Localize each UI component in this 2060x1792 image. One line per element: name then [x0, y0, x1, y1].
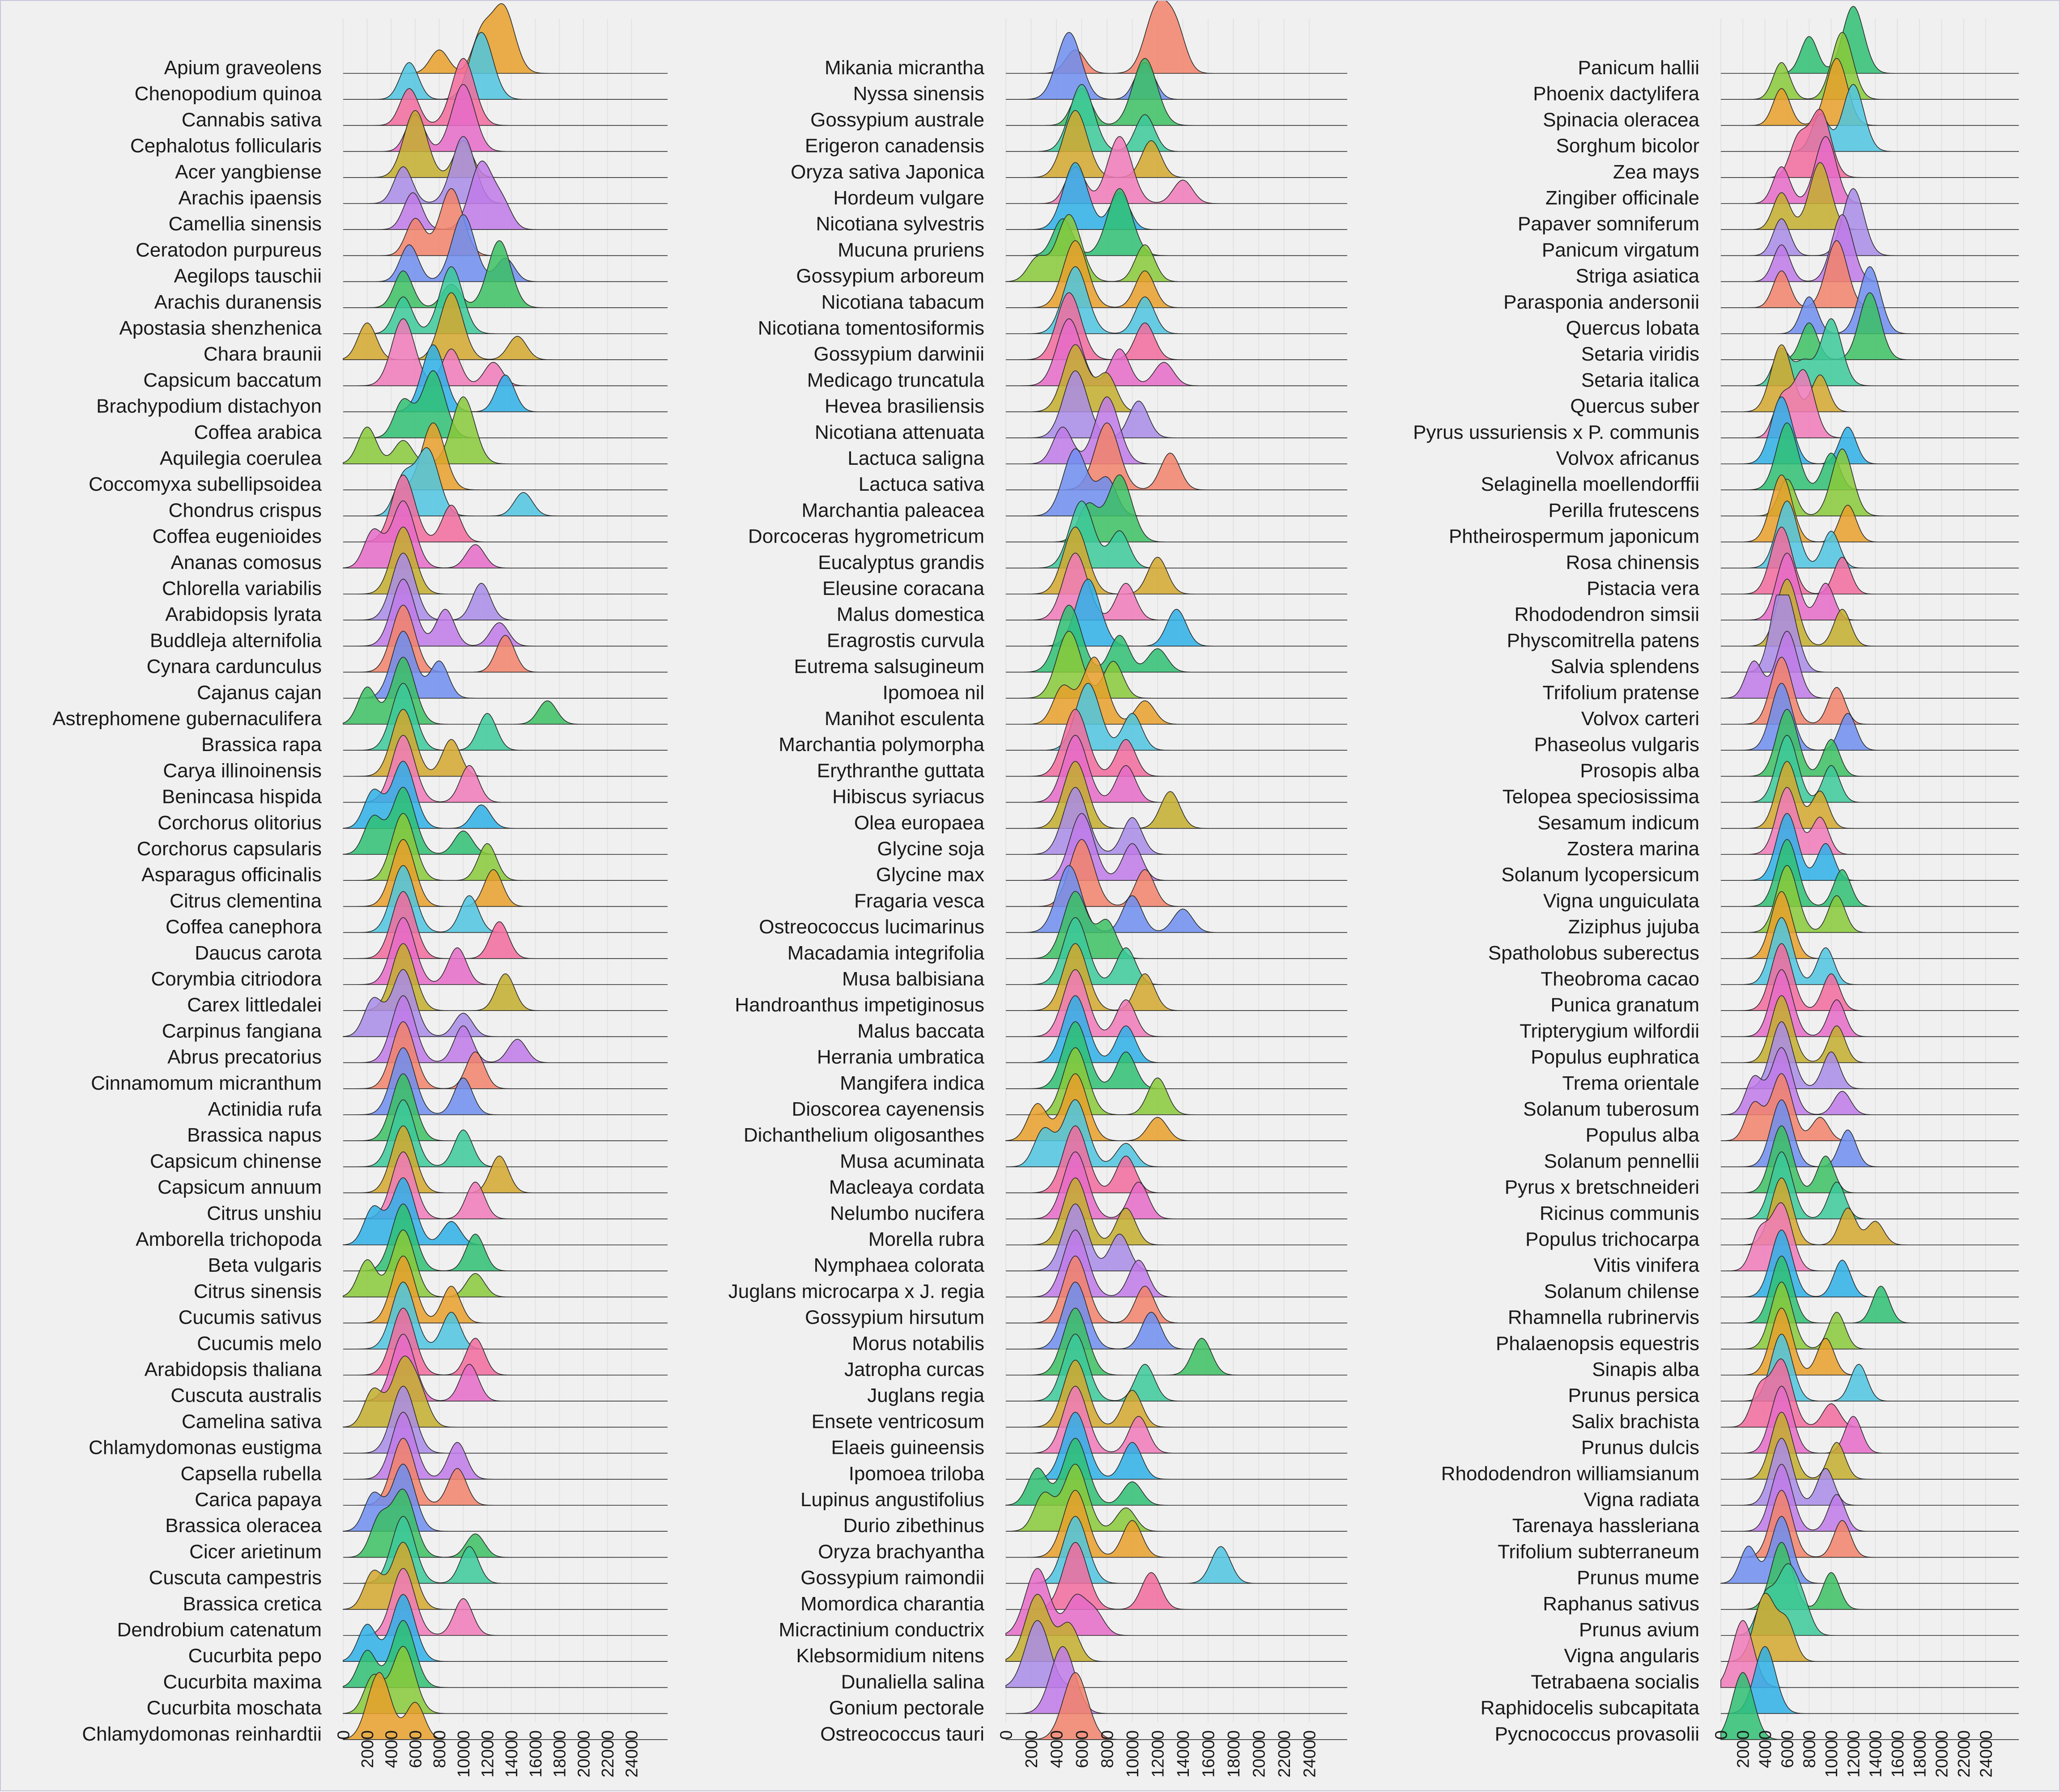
species-label: Cinnamomum micranthum — [91, 1072, 322, 1094]
species-label: Buddleja alternifolia — [149, 629, 322, 652]
species-label: Solanum chilense — [1544, 1280, 1699, 1303]
species-label: Erigeron canadensis — [804, 135, 984, 157]
x-tick-label: 0 — [334, 1730, 353, 1740]
species-label: Ananas comosus — [170, 551, 322, 573]
ridge-3-7 — [1721, 162, 2019, 229]
species-label: Sinapis alba — [1592, 1359, 1699, 1380]
species-label: Brassica oleracea — [165, 1515, 322, 1537]
ridge-3-1 — [1721, 6, 2019, 73]
species-label: Vitis vinifera — [1593, 1254, 1699, 1277]
species-label: Gossypium australe — [810, 109, 984, 131]
species-label: Solanum tuberosum — [1523, 1098, 1699, 1120]
species-label: Telopea speciosissima — [1502, 786, 1699, 808]
species-label: Eucalyptus grandis — [818, 551, 984, 573]
species-label: Amborella trichopoda — [136, 1228, 322, 1250]
x-tick-label: 20000 — [1250, 1730, 1269, 1778]
x-tick-label: 6000 — [406, 1730, 426, 1768]
species-label: Spinacia oleracea — [1543, 109, 1699, 131]
species-label: Aegilops tauschii — [174, 265, 322, 287]
species-label: Populus alba — [1585, 1124, 1699, 1147]
x-tick-label: 4000 — [1756, 1730, 1775, 1768]
species-label: Selaginella moellendorffii — [1481, 473, 1699, 496]
x-tick-label: 4000 — [382, 1730, 401, 1768]
species-label: Abrus precatorius — [167, 1046, 322, 1068]
species-label: Cynara cardunculus — [146, 655, 322, 678]
species-label: Trifolium subterraneum — [1498, 1541, 1699, 1563]
species-label: Dorcoceras hygrometricum — [748, 525, 984, 548]
species-label: Manihot esculenta — [824, 708, 984, 730]
species-label: Micractinium conductrix — [779, 1619, 984, 1641]
species-label: Quercus suber — [1570, 395, 1699, 417]
x-tick-label: 6000 — [1778, 1730, 1797, 1768]
species-label: Quercus lobata — [1566, 317, 1699, 339]
species-label: Chara braunii — [203, 343, 322, 365]
species-label: Macadamia integrifolia — [787, 942, 984, 964]
species-label: Phaseolus vulgaris — [1534, 734, 1699, 756]
species-label: Tetrabaena socialis — [1531, 1671, 1699, 1693]
species-label: Oryza brachyantha — [818, 1541, 984, 1563]
x-tick-label: 8000 — [1800, 1730, 1819, 1768]
species-label: Arabidopsis thaliana — [144, 1359, 322, 1380]
species-label: Musa balbisiana — [842, 968, 984, 990]
species-label: Prunus dulcis — [1581, 1436, 1699, 1459]
species-label: Nicotiana tabacum — [821, 291, 984, 313]
species-label: Musa acuminata — [840, 1150, 984, 1172]
species-label: Capsicum chinense — [150, 1150, 322, 1172]
species-label: Eutrema salsugineum — [794, 655, 984, 678]
ridge-panel-1 — [52, 4, 668, 1778]
species-label: Chenopodium quinoa — [134, 83, 322, 105]
x-tick-label: 24000 — [1300, 1730, 1319, 1778]
species-label: Zostera marina — [1567, 838, 1699, 860]
species-label: Cephalotus follicularis — [130, 135, 322, 157]
species-label: Striga asiatica — [1575, 265, 1699, 287]
species-label: Aquilegia coerulea — [159, 447, 322, 469]
species-label: Nicotiana sylvestris — [816, 213, 984, 235]
species-label: Handroanthus impetiginosus — [735, 994, 984, 1016]
species-label: Pyrus x bretschneideri — [1504, 1176, 1699, 1198]
x-tick-label: 16000 — [1199, 1730, 1218, 1778]
x-tick-label: 14000 — [1866, 1730, 1885, 1778]
species-label: Nicotiana attenuata — [814, 421, 984, 443]
species-label: Vigna radiata — [1583, 1489, 1699, 1511]
species-label: Brachypodium distachyon — [96, 395, 322, 417]
species-label: Actinidia rufa — [208, 1098, 322, 1120]
species-label: Arachis ipaensis — [178, 187, 322, 209]
species-label: Coffea eugenioides — [152, 525, 322, 548]
species-label: Hibiscus syriacus — [832, 786, 984, 808]
species-label: Raphidocelis subcapitata — [1480, 1697, 1699, 1719]
species-label: Cannabis sativa — [181, 109, 322, 131]
species-label: Gossypium raimondii — [800, 1567, 984, 1589]
species-label: Astrephomene gubernaculifera — [52, 708, 322, 730]
species-label: Nymphaea colorata — [813, 1254, 984, 1277]
species-label: Dioscorea cayenensis — [792, 1098, 984, 1120]
species-label: Ipomoea nil — [882, 681, 984, 704]
species-label: Pycnococcus provasolii — [1494, 1723, 1699, 1745]
species-label: Cajanus cajan — [197, 681, 322, 704]
species-label: Rhamnella rubrinervis — [1508, 1306, 1699, 1329]
species-label: Klebsormidium nitens — [796, 1645, 984, 1667]
species-label: Lactuca saligna — [847, 447, 984, 469]
species-label: Dichanthelium oligosanthes — [743, 1124, 984, 1147]
x-tick-label: 10000 — [1123, 1730, 1142, 1778]
species-label: Hevea brasiliensis — [824, 395, 984, 417]
species-label: Daucus carota — [195, 942, 322, 964]
species-label: Ipomoea triloba — [848, 1462, 984, 1485]
species-label: Cicer arietinum — [189, 1541, 322, 1563]
species-label: Populus trichocarpa — [1525, 1228, 1699, 1250]
species-label: Morus notabilis — [852, 1332, 984, 1355]
species-label: Apostasia shenzhenica — [119, 317, 322, 339]
species-label: Malus baccata — [857, 1020, 984, 1042]
species-label: Mangifera indica — [840, 1072, 984, 1094]
species-label: Olea europaea — [854, 811, 984, 834]
species-label: Glycine max — [876, 864, 984, 886]
species-label: Parasponia andersonii — [1503, 291, 1699, 313]
ridge-2-64 — [1006, 1647, 1347, 1714]
species-label: Beta vulgaris — [208, 1254, 322, 1277]
x-tick-label: 2000 — [1022, 1730, 1041, 1768]
species-label: Salix brachista — [1571, 1410, 1699, 1433]
species-label: Malus domestica — [836, 603, 984, 626]
ridge-panel-2 — [728, 1, 1347, 1778]
species-label: Eragrostis curvula — [826, 629, 984, 652]
species-label: Phalaenopsis equestris — [1496, 1332, 1699, 1355]
species-label: Vigna unguiculata — [1543, 890, 1699, 912]
species-label: Citrus sinensis — [193, 1280, 322, 1303]
species-label: Sorghum bicolor — [1556, 135, 1699, 157]
species-label: Momordica charantia — [800, 1592, 984, 1615]
species-label: Ostreococcus tauri — [820, 1723, 984, 1745]
species-label: Hordeum vulgare — [833, 187, 984, 209]
x-tick-label: 8000 — [1098, 1730, 1117, 1768]
ridge-3-24 — [1721, 595, 2019, 672]
species-label: Zingiber officinale — [1545, 187, 1699, 209]
x-tick-label: 12000 — [1149, 1730, 1168, 1778]
species-label: Sesamum indicum — [1537, 811, 1699, 834]
species-label: Cucumis sativus — [178, 1306, 322, 1329]
species-label: Rhododendron simsii — [1514, 603, 1699, 626]
species-label: Populus euphratica — [1531, 1046, 1699, 1068]
x-tick-label: 18000 — [1911, 1730, 1930, 1778]
species-label: Trifolium pratense — [1542, 681, 1699, 704]
species-label: Spatholobus suberectus — [1488, 942, 1699, 964]
species-label: Elaeis guineensis — [831, 1436, 984, 1459]
species-label: Prunus avium — [1579, 1619, 1699, 1641]
species-label: Ensete ventricosum — [811, 1410, 984, 1433]
species-label: Solanum pennellii — [1544, 1150, 1699, 1172]
x-tick-label: 14000 — [1174, 1730, 1193, 1778]
x-tick-label: 16000 — [526, 1730, 545, 1778]
species-label: Chlamydomonas eustigma — [89, 1436, 322, 1459]
ridge-3-64 — [1721, 1647, 2019, 1714]
ridgeline-chart — [1, 1, 2060, 1792]
species-label: Salvia splendens — [1550, 655, 1699, 678]
species-label: Cucumis melo — [197, 1332, 322, 1355]
species-label: Punica granatum — [1550, 994, 1699, 1016]
species-label: Phtheirospermum japonicum — [1448, 525, 1699, 548]
species-label: Acer yangbiense — [175, 161, 322, 183]
species-label: Citrus clementina — [170, 890, 322, 912]
species-label: Perilla frutescens — [1548, 499, 1699, 522]
x-tick-label: 22000 — [1954, 1730, 1974, 1778]
species-label: Physcomitrella patens — [1507, 629, 1699, 652]
species-label: Raphanus sativus — [1543, 1592, 1699, 1615]
species-label: Oryza sativa Japonica — [791, 161, 984, 183]
species-label: Macleaya cordata — [829, 1176, 984, 1198]
species-label: Benincasa hispida — [162, 786, 322, 808]
x-tick-label: 22000 — [599, 1730, 618, 1778]
species-label: Cucurbita moschata — [146, 1697, 322, 1719]
species-label: Jatropha curcas — [844, 1359, 984, 1380]
species-label: Carya illinoinensis — [163, 760, 322, 782]
species-label: Camelina sativa — [181, 1410, 322, 1433]
species-label: Medicago truncatula — [807, 369, 984, 391]
species-label: Asparagus officinalis — [141, 864, 322, 886]
species-label: Arabidopsis lyrata — [165, 603, 322, 626]
species-label: Ceratodon purpureus — [136, 239, 322, 261]
species-label: Tarenaya hassleriana — [1512, 1515, 1699, 1537]
species-label: Setaria viridis — [1581, 343, 1699, 365]
species-label: Volvox carteri — [1581, 708, 1699, 730]
x-tick-label: 18000 — [550, 1730, 570, 1778]
x-tick-label: 10000 — [454, 1730, 473, 1778]
species-label: Nicotiana tomentosiformis — [758, 317, 984, 339]
x-tick-label: 20000 — [1932, 1730, 1952, 1778]
species-label: Lactuca sativa — [858, 473, 984, 496]
x-tick-label: 16000 — [1888, 1730, 1907, 1778]
species-label: Pyrus ussuriensis x P. communis — [1413, 421, 1699, 443]
species-label: Prosopis alba — [1580, 760, 1699, 782]
species-label: Brassica cretica — [183, 1592, 322, 1615]
species-label: Morella rubra — [868, 1228, 984, 1250]
species-label: Capsicum baccatum — [143, 369, 322, 391]
species-label: Fragaria vesca — [854, 890, 984, 912]
ridge-1-10 — [343, 241, 668, 308]
x-tick-label: 6000 — [1073, 1730, 1092, 1768]
species-label: Eleusine coracana — [822, 578, 984, 599]
species-label: Setaria italica — [1581, 369, 1699, 391]
species-label: Marchantia polymorpha — [779, 734, 984, 756]
species-label: Nelumbo nucifera — [830, 1202, 984, 1224]
species-label: Camellia sinensis — [168, 213, 322, 235]
species-label: Arachis duranensis — [154, 291, 322, 313]
species-label: Cucurbita pepo — [188, 1645, 322, 1667]
species-label: Prunus persica — [1568, 1384, 1699, 1407]
species-label: Capsella rubella — [180, 1462, 322, 1485]
species-label: Nyssa sinensis — [853, 83, 984, 105]
species-label: Cuscuta australis — [170, 1384, 322, 1407]
x-tick-label: 20000 — [575, 1730, 594, 1778]
x-tick-label: 4000 — [1047, 1730, 1067, 1768]
species-label: Brassica rapa — [201, 734, 322, 756]
species-label: Ricinus communis — [1540, 1202, 1699, 1224]
species-label: Glycine soja — [877, 838, 984, 860]
x-tick-label: 2000 — [358, 1730, 378, 1768]
species-label: Coffea canephora — [165, 916, 322, 938]
species-label: Gossypium darwinii — [813, 343, 984, 365]
species-label: Zea mays — [1613, 161, 1699, 183]
x-tick-label: 8000 — [430, 1730, 450, 1768]
species-label: Ziziphus jujuba — [1568, 916, 1699, 938]
species-label: Solanum lycopersicum — [1501, 864, 1699, 886]
species-label: Pistacia vera — [1587, 578, 1699, 599]
x-tick-label: 18000 — [1224, 1730, 1243, 1778]
species-label: Corchorus olitorius — [157, 811, 322, 834]
species-label: Cucurbita maxima — [163, 1671, 322, 1693]
species-label: Trema orientale — [1562, 1072, 1699, 1094]
x-tick-label: 0 — [1712, 1730, 1731, 1740]
species-label: Vigna angularis — [1564, 1645, 1699, 1667]
species-label: Chondrus crispus — [168, 499, 322, 522]
x-tick-label: 12000 — [1844, 1730, 1864, 1778]
species-label: Herrania umbratica — [817, 1046, 984, 1068]
species-label: Prunus mume — [1577, 1567, 1699, 1589]
species-label: Theobroma cacao — [1541, 968, 1699, 990]
species-label: Mucuna pruriens — [838, 239, 984, 261]
species-label: Chlorella variabilis — [162, 578, 322, 599]
species-label: Juglans microcarpa x J. regia — [728, 1280, 984, 1303]
species-label: Ostreococcus lucimarinus — [759, 916, 984, 938]
species-label: Durio zibethinus — [843, 1515, 984, 1537]
species-label: Rosa chinensis — [1566, 551, 1699, 573]
species-label: Lupinus angustifolius — [800, 1489, 984, 1511]
species-label: Chlamydomonas reinhardtii — [82, 1723, 322, 1745]
x-tick-label: 0 — [997, 1730, 1016, 1740]
species-label: Gonium pectorale — [829, 1697, 984, 1719]
ridge-1-1 — [343, 4, 668, 73]
x-tick-label: 14000 — [502, 1730, 522, 1778]
x-tick-label: 10000 — [1822, 1730, 1841, 1778]
x-tick-label: 24000 — [1977, 1730, 1996, 1778]
species-label: Carex littledalei — [187, 994, 322, 1016]
species-label: Gossypium arboreum — [796, 265, 984, 287]
x-tick-label: 24000 — [622, 1730, 642, 1778]
species-label: Gossypium hirsutum — [804, 1306, 984, 1329]
species-label: Corymbia citriodora — [151, 968, 322, 990]
species-label: Panicum virgatum — [1541, 239, 1699, 261]
species-label: Carica papaya — [195, 1489, 322, 1511]
species-label: Marchantia paleacea — [801, 499, 984, 522]
species-label: Capsicum annuum — [157, 1176, 322, 1198]
x-tick-label: 2000 — [1734, 1730, 1753, 1768]
species-label: Dunaliella salina — [841, 1671, 984, 1693]
species-label: Phoenix dactylifera — [1533, 83, 1699, 105]
species-label: Cuscuta campestris — [149, 1567, 322, 1589]
species-label: Papaver somniferum — [1518, 213, 1699, 235]
x-tick-label: 22000 — [1275, 1730, 1294, 1778]
ridge-panel-3 — [1413, 6, 2019, 1778]
species-label: Tripterygium wilfordii — [1519, 1020, 1699, 1042]
species-label: Mikania micrantha — [824, 57, 984, 79]
species-label: Corchorus capsularis — [136, 838, 322, 860]
species-label: Coccomyxa subellipsoidea — [89, 473, 322, 496]
species-label: Volvox africanus — [1556, 447, 1699, 469]
species-label: Coffea arabica — [194, 421, 322, 443]
species-label: Juglans regia — [867, 1384, 984, 1407]
x-tick-label: 12000 — [478, 1730, 498, 1778]
species-label: Panicum hallii — [1578, 57, 1699, 79]
species-label: Carpinus fangiana — [162, 1020, 322, 1042]
species-label: Erythranthe guttata — [817, 760, 984, 782]
species-label: Apium graveolens — [164, 57, 322, 79]
species-label: Brassica napus — [187, 1124, 322, 1147]
species-label: Citrus unshiu — [207, 1202, 322, 1224]
species-label: Rhododendron williamsianum — [1441, 1462, 1699, 1485]
species-label: Dendrobium catenatum — [117, 1619, 322, 1641]
